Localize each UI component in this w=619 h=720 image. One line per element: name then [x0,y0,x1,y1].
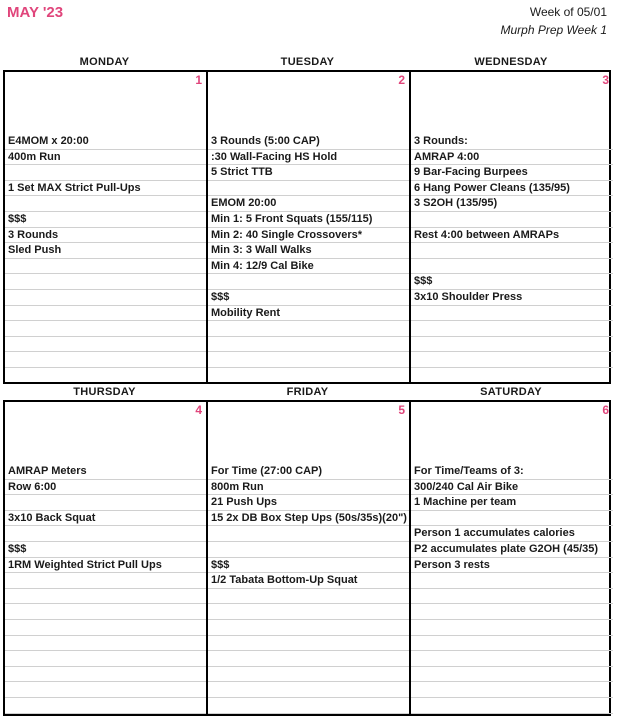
workout-line: 3 S2OH (135/95) [411,196,613,212]
workout-line: 3x10 Back Squat [5,511,206,527]
workout-line [208,698,409,714]
workout-line: P2 accumulates plate G2OH (45/35) [411,542,613,558]
day-number: 2 [398,73,405,87]
workout-line [208,368,409,382]
workout-line [5,321,206,337]
day-header-tuesday: TUESDAY [280,56,335,68]
workout-line [411,651,613,667]
workout-line [208,651,409,667]
workout-line: 400m Run [5,150,206,166]
day-number: 1 [195,73,202,87]
day-cell-saturday [411,402,613,714]
day-number: 6 [602,403,609,417]
day-number: 5 [398,403,405,417]
day-cell-wednesday [411,72,613,382]
workout-line: $$$ [208,558,409,574]
workout-lines [208,464,409,714]
workout-line: 15 2x DB Box Step Ups (50s/35s)(20") [208,511,409,527]
day-number: 4 [195,403,202,417]
workout-line: Person 1 accumulates calories [411,526,613,542]
workout-line: Rest 4:00 between AMRAPs [411,228,613,244]
workout-line: Row 6:00 [5,480,206,496]
day-number: 3 [602,73,609,87]
week-row-1 [3,70,611,384]
workout-line [411,337,613,353]
workout-line [5,698,206,714]
workout-line [5,165,206,181]
workout-line: 1 Set MAX Strict Pull-Ups [5,181,206,197]
workout-line [411,321,613,337]
month-title: MAY '23 [7,4,64,21]
workout-line [208,620,409,636]
workout-line: EMOM 20:00 [208,196,409,212]
workout-line: 21 Push Ups [208,495,409,511]
day-cell-thursday [5,402,208,714]
workout-lines [208,134,409,382]
workout-line [5,526,206,542]
workout-line: 1RM Weighted Strict Pull Ups [5,558,206,574]
workout-line [5,573,206,589]
workout-line [5,352,206,368]
workout-lines [5,464,206,714]
workout-line [5,368,206,382]
workout-line [411,636,613,652]
workout-line [411,667,613,683]
workout-line [5,259,206,275]
workout-line: 1/2 Tabata Bottom-Up Squat [208,573,409,589]
workout-line [411,352,613,368]
day-cell-monday [5,72,208,382]
workout-line [411,212,613,228]
workout-line [5,620,206,636]
week-row-1-headers [3,55,613,70]
workout-line: For Time/Teams of 3: [411,464,613,480]
day-header-wednesday: WEDNESDAY [474,56,548,68]
workout-line [5,682,206,698]
workout-line [411,306,613,322]
day-header-monday: MONDAY [79,56,130,68]
workout-line: Sled Push [5,243,206,259]
workout-line [208,682,409,698]
workout-line [411,604,613,620]
workout-line [5,604,206,620]
workout-line: 3x10 Shoulder Press [411,290,613,306]
workout-lines [5,134,206,382]
workout-line [208,337,409,353]
workout-line [5,495,206,511]
workout-line: AMRAP Meters [5,464,206,480]
workout-line [208,667,409,683]
workout-line [411,620,613,636]
workout-line: Mobility Rent [208,306,409,322]
workout-line [208,636,409,652]
workout-line [5,290,206,306]
workout-line [411,511,613,527]
workout-line: Min 3: 3 Wall Walks [208,243,409,259]
workout-line: Min 1: 5 Front Squats (155/115) [208,212,409,228]
workout-line [411,573,613,589]
workout-line [411,259,613,275]
workout-line: For Time (27:00 CAP) [208,464,409,480]
workout-line [208,526,409,542]
workout-line: $$$ [5,212,206,228]
workout-line: 3 Rounds [5,228,206,244]
workout-line [5,636,206,652]
workout-line [5,274,206,290]
workout-line: E4MOM x 20:00 [5,134,206,150]
workout-line: 9 Bar-Facing Burpees [411,165,613,181]
workout-line [5,337,206,353]
workout-line: $$$ [208,290,409,306]
workout-line: Min 4: 12/9 Cal Bike [208,259,409,275]
workout-line [5,306,206,322]
day-header-friday: FRIDAY [286,386,329,398]
day-header-thursday: THURSDAY [73,386,136,398]
workout-line: 800m Run [208,480,409,496]
week-of-label: Week of 05/01 [529,5,607,19]
day-header-saturday: SATURDAY [480,386,542,398]
workout-line [208,589,409,605]
workout-line [208,604,409,620]
workout-line [5,651,206,667]
day-cell-tuesday [208,72,411,382]
workout-line [5,196,206,212]
week-row-2 [3,400,611,716]
workout-line: 5 Strict TTB [208,165,409,181]
workout-line [208,542,409,558]
workout-line: 1 Machine per team [411,495,613,511]
workout-line [208,352,409,368]
program-name: Murph Prep Week 1 [500,23,607,37]
day-cell-friday [208,402,411,714]
workout-line [411,243,613,259]
workout-lines [411,464,613,714]
workout-line [208,321,409,337]
workout-line [5,589,206,605]
workout-lines [411,134,613,382]
workout-line: :30 Wall-Facing HS Hold [208,150,409,166]
workout-line: Min 2: 40 Single Crossovers* [208,228,409,244]
workout-line: Person 3 rests [411,558,613,574]
workout-line: 6 Hang Power Cleans (135/95) [411,181,613,197]
workout-line: AMRAP 4:00 [411,150,613,166]
workout-line: $$$ [5,542,206,558]
workout-line [208,181,409,197]
workout-line [411,682,613,698]
workout-line [411,698,613,714]
workout-line: $$$ [411,274,613,290]
workout-line: 300/240 Cal Air Bike [411,480,613,496]
workout-line [5,667,206,683]
workout-line: 3 Rounds (5:00 CAP) [208,134,409,150]
workout-line [411,589,613,605]
workout-line [411,368,613,382]
week-row-2-headers [3,385,613,400]
workout-line [208,274,409,290]
workout-line: 3 Rounds: [411,134,613,150]
